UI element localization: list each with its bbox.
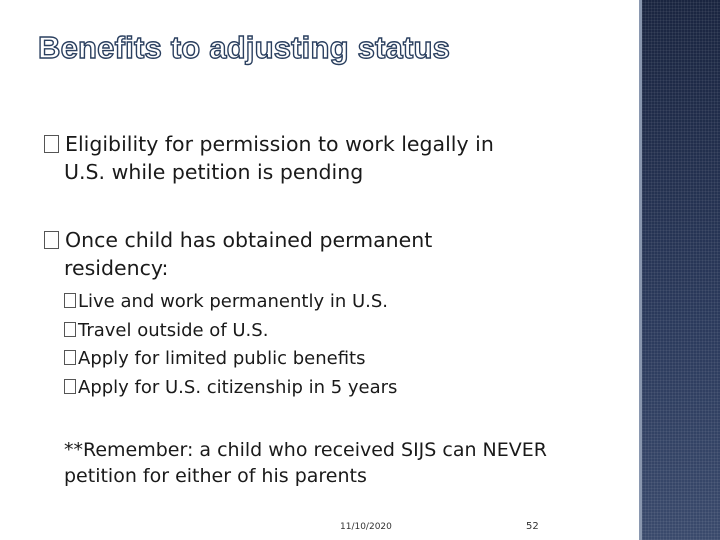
sub-bullet-box-icon xyxy=(64,322,76,337)
sub-bullet-4: Apply for U.S. citizenship in 5 years xyxy=(64,377,397,398)
footer-date: 11/10/2020 xyxy=(340,522,392,532)
sub-bullet-box-icon xyxy=(64,379,76,394)
sub-bullet-1: Live and work permanently in U.S. xyxy=(64,291,388,312)
page-number: 52 xyxy=(526,521,539,532)
bullet-2-cont: residency: xyxy=(64,256,169,280)
sub-bullet-3: Apply for limited public benefits xyxy=(64,348,365,369)
sub-bullet-box-icon xyxy=(64,293,76,308)
sub-bullet-2: Travel outside of U.S. xyxy=(64,320,268,341)
remember-note-line1: **Remember: a child who received SIJS can NEVER xyxy=(64,439,547,461)
bullet-1-line1: Eligibility for permission to work legally in xyxy=(65,132,494,156)
remember-note-line2: petition for either of his parents xyxy=(64,465,367,487)
decorative-sidebar xyxy=(642,0,720,540)
bullet-1-cont: U.S. while petition is pending xyxy=(64,160,364,184)
bullet-box-icon xyxy=(44,231,59,249)
bullet-1 xyxy=(44,132,494,156)
bullet-2 xyxy=(44,228,432,252)
bullet-box-icon xyxy=(44,135,59,153)
slide-title: Benefits to adjusting status xyxy=(38,30,451,65)
sub-bullet-box-icon xyxy=(64,350,76,365)
bullet-2-line1: Once child has obtained permanent xyxy=(65,228,433,252)
